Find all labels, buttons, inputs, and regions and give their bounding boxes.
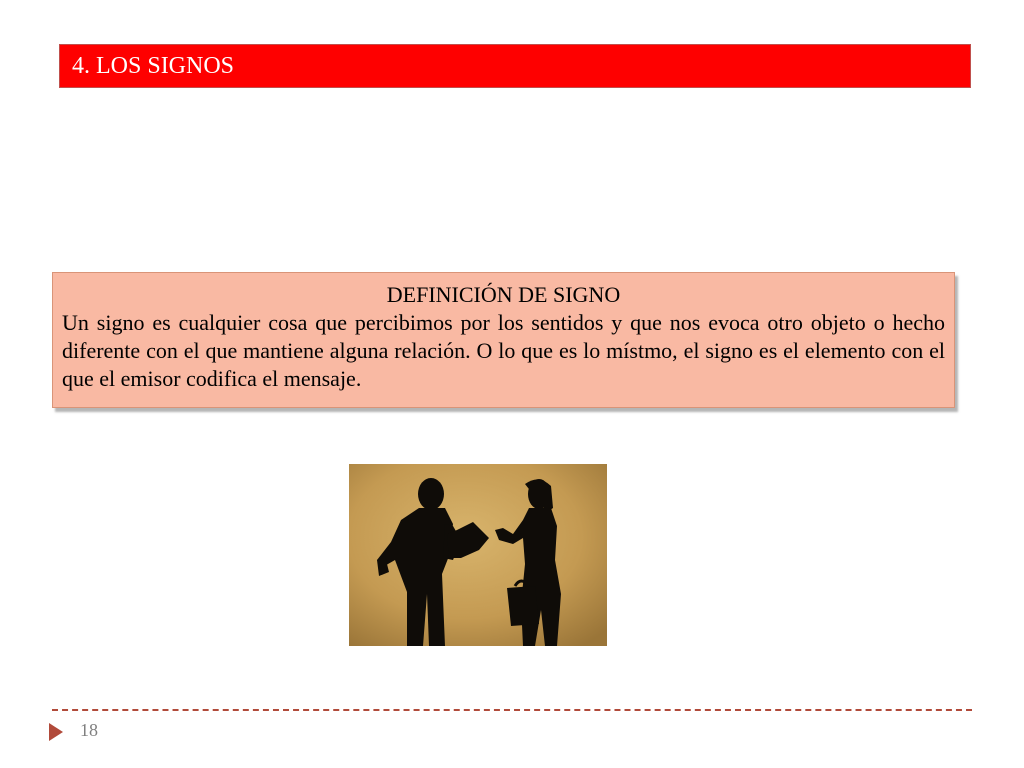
slide-title-bar	[59, 44, 971, 88]
slide-title: 4. LOS SIGNOS	[72, 53, 235, 79]
two-people-silhouette-image	[349, 464, 607, 646]
definition-box	[52, 272, 955, 408]
definition-heading: DEFINICIÓN DE SIGNO	[386, 282, 621, 307]
definition-body: Un signo es cualquier cosa que percibimos por los sentidos y que nos evoca otro objeto o hecho diferente con el que mantiene alguna relación. O lo que es lo místmo, el signo es el elemento con el que el emisor codifica el mensaje.	[62, 310, 945, 391]
silhouette-photo-svg	[349, 464, 607, 646]
page-number: 18	[80, 720, 98, 740]
triangle-right-icon	[49, 723, 63, 746]
footer-divider	[52, 709, 972, 711]
